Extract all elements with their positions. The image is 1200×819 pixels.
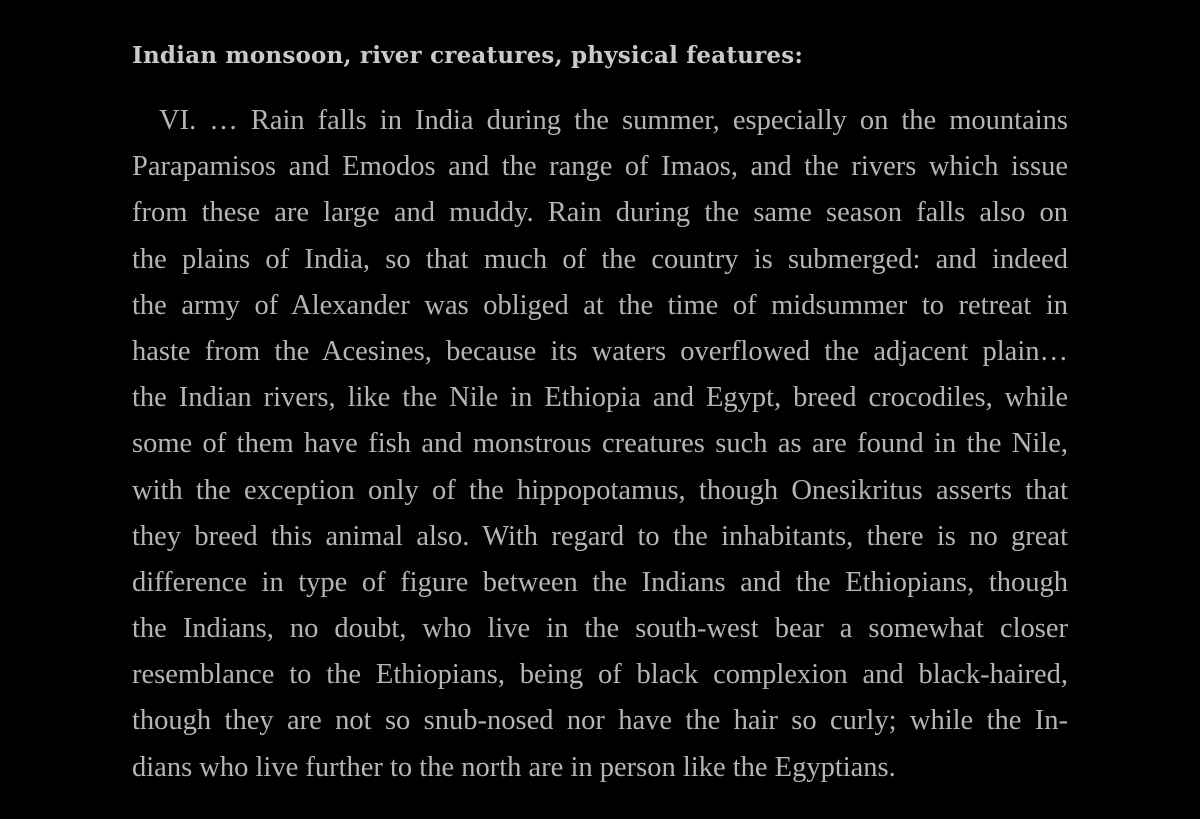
text-line: haste from the Acesines, because its waters overflowed the adjacent plain… [132, 335, 1068, 367]
text-line: though they are not so snub-nosed nor have the hair so curly; while the In- [132, 705, 1068, 737]
text-line: some of them have fish and monstrous creatures such as are found in the Nile, [132, 428, 1068, 460]
text-line: dians who live further to the north are in person like the Egyptians. [132, 751, 896, 783]
text-line: Parapamisos and Emodos and the range of Imaos, and the rivers which issue [132, 151, 1068, 183]
text-line: the army of Alexander was obliged at the time of midsummer to retreat in [132, 289, 1068, 321]
text-line: they breed this animal also. With regard to the inhabitants, there is no great [132, 520, 1068, 552]
section-body [132, 102, 1068, 795]
text-line: the Indian rivers, like the Nile in Ethiopia and Egypt, breed crocodiles, while [132, 382, 1068, 414]
text-line: from these are large and muddy. Rain during the same season falls also on [132, 197, 1068, 229]
section-heading: Indian monsoon, river creatures, physical features: [132, 42, 804, 69]
text-line: VI. … Rain falls in India during the summer, especially on the mountains [159, 105, 1068, 136]
text-line: with the exception only of the hippopotamus, though Onesikritus asserts that [132, 474, 1068, 506]
text-line: difference in type of figure between the Indians and the Ethiopians, though [132, 566, 1068, 598]
text-line: the plains of India, so that much of the country is submerged: and indeed [132, 243, 1068, 275]
text-line: the Indians, no doubt, who live in the south-west bear a somewhat closer [132, 613, 1068, 645]
text-line: resemblance to the Ethiopians, being of black complexion and black-haired, [132, 659, 1068, 691]
